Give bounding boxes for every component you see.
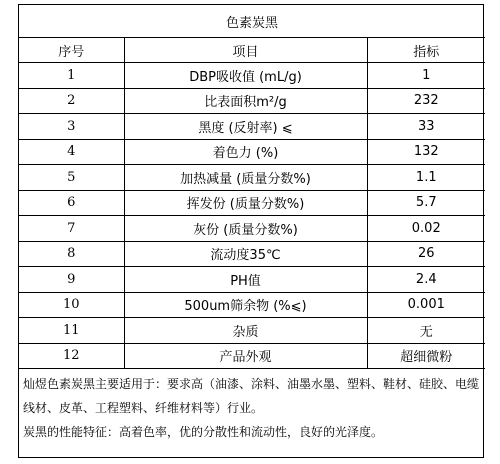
- table-row: [19, 63, 485, 89]
- usage-note: 灿煜色素炭黑主要适用于：要求高（油漆、涂料、油墨水墨、塑料、鞋材、硅胶、电缆线材、皮革、工程塑料、纤维材料等）行业。: [23, 377, 480, 415]
- row-item: 着色力 (%): [124, 139, 367, 165]
- row-item: DBP吸收值 (mL/g): [124, 63, 367, 89]
- table-row: [19, 343, 485, 369]
- title-row: [19, 5, 485, 38]
- row-number: 9: [19, 267, 124, 293]
- header-spec: 指标: [367, 38, 485, 63]
- table-body: [19, 63, 485, 369]
- spec-table: [19, 5, 485, 369]
- row-number: 8: [19, 241, 124, 267]
- row-spec: 1.1: [367, 165, 485, 191]
- row-number: 4: [19, 139, 124, 165]
- row-item: 灰份 (质量分数%): [124, 216, 367, 242]
- table-row: [19, 292, 485, 318]
- header-row: [19, 38, 485, 63]
- row-spec: 5.7: [367, 190, 485, 216]
- row-spec: 0.001: [367, 292, 485, 318]
- row-spec: 33: [367, 114, 485, 140]
- row-item: PH值: [124, 267, 367, 293]
- row-item: 500um筛余物 (%⩽): [124, 292, 367, 318]
- row-spec: 2.4: [367, 267, 485, 293]
- table-row: [19, 267, 485, 293]
- row-spec: 无: [367, 318, 485, 344]
- header-item: 项目: [124, 38, 367, 63]
- header-no: 序号: [19, 38, 124, 63]
- row-item: 黑度 (反射率) ⩽: [124, 114, 367, 140]
- row-spec: 132: [367, 139, 485, 165]
- row-item: 杂质: [124, 318, 367, 344]
- table-row: [19, 114, 485, 140]
- row-number: 3: [19, 114, 124, 140]
- row-spec: 超细微粉: [367, 343, 485, 369]
- row-item: 比表面积m²/g: [124, 88, 367, 114]
- table-row: [19, 165, 485, 191]
- table-row: [19, 88, 485, 114]
- row-spec: 1: [367, 63, 485, 89]
- row-number: 5: [19, 165, 124, 191]
- table-row: [19, 190, 485, 216]
- row-item: 流动度35℃: [124, 241, 367, 267]
- row-item: 加热减量 (质量分数%): [124, 165, 367, 191]
- row-number: 1: [19, 63, 124, 89]
- spec-sheet: [18, 4, 484, 458]
- row-number: 11: [19, 318, 124, 344]
- table-row: [19, 216, 485, 242]
- row-number: 12: [19, 343, 124, 369]
- table-title: 色素炭黑: [19, 5, 485, 38]
- table-row: [19, 139, 485, 165]
- row-number: 2: [19, 88, 124, 114]
- row-spec: 232: [367, 88, 485, 114]
- row-number: 10: [19, 292, 124, 318]
- row-spec: 26: [367, 241, 485, 267]
- row-number: 7: [19, 216, 124, 242]
- row-item: 产品外观: [124, 343, 367, 369]
- table-row: [19, 318, 485, 344]
- row-number: 6: [19, 190, 124, 216]
- notes: [19, 369, 483, 444]
- table-row: [19, 241, 485, 267]
- row-spec: 0.02: [367, 216, 485, 242]
- row-item: 挥发份 (质量分数%): [124, 190, 367, 216]
- features-note: 炭黑的性能特征：高着色率，优的分散性和流动性，良好的光泽度。: [23, 425, 384, 439]
